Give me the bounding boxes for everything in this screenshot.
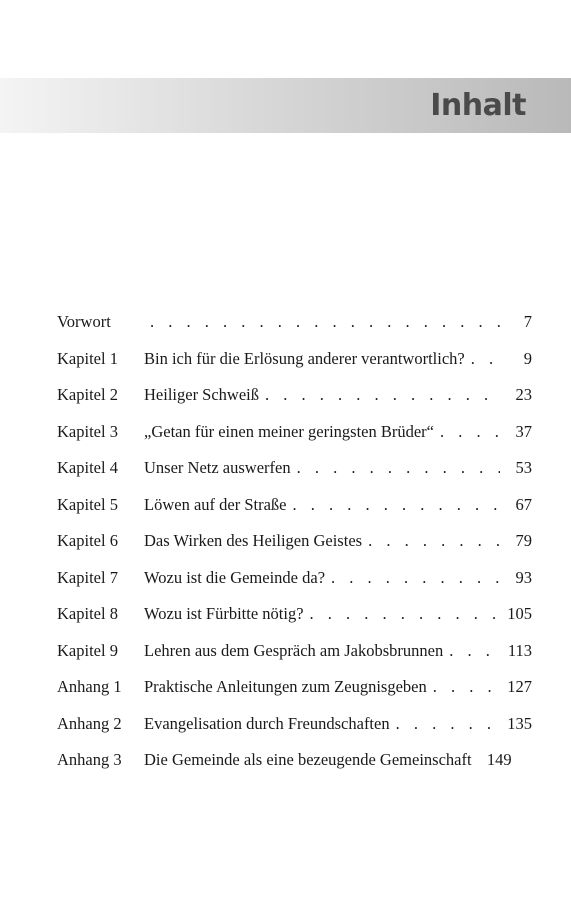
toc-label: Kapitel 9 bbox=[57, 640, 118, 660]
toc-label: Kapitel 5 bbox=[57, 494, 118, 514]
toc-label: Kapitel 2 bbox=[57, 385, 118, 404]
toc-label: Anhang 1 bbox=[57, 677, 122, 696]
dot-leader bbox=[292, 492, 500, 518]
toc-page-number: 67 bbox=[515, 494, 532, 514]
toc-label: Kapitel 4 bbox=[57, 458, 118, 477]
toc-row-kapitel-7 bbox=[57, 565, 532, 602]
dot-leader bbox=[265, 382, 500, 408]
toc-title: Praktische Anleitungen zum Zeugnisgeben bbox=[144, 677, 427, 696]
dot-leader bbox=[396, 711, 500, 737]
dot-leader bbox=[471, 346, 500, 372]
toc-title: Lehren aus dem Gespräch am Jakobsbrunnen bbox=[144, 640, 444, 660]
toc-page-number: 7 bbox=[523, 312, 532, 331]
toc-page-number: 9 bbox=[523, 348, 532, 368]
toc-row-kapitel-4 bbox=[57, 455, 532, 492]
toc-page-number: 53 bbox=[515, 458, 532, 477]
toc-page-number: 37 bbox=[515, 421, 532, 441]
toc-title: Heiliger Schweiß bbox=[144, 385, 260, 404]
toc-row-anhang-2 bbox=[57, 711, 532, 748]
toc-title: „Getan für einen meiner geringsten Brüder“ bbox=[144, 421, 434, 441]
toc-row-kapitel-8 bbox=[57, 601, 532, 638]
toc-row-kapitel-9 bbox=[57, 638, 532, 675]
toc-page-number: 79 bbox=[515, 531, 532, 550]
page-title: Inhalt bbox=[430, 88, 526, 123]
toc-label: Anhang 2 bbox=[57, 713, 122, 733]
toc-label: Kapitel 7 bbox=[57, 567, 118, 587]
toc-title: Evangelisation durch Freundschaften bbox=[144, 713, 390, 733]
header-band bbox=[0, 78, 571, 133]
toc-title: Bin ich für die Erlösung anderer verantwortlich? bbox=[144, 348, 465, 368]
dot-leader bbox=[433, 674, 500, 700]
toc-page-number: 105 bbox=[507, 604, 532, 623]
toc-page-number: 113 bbox=[507, 640, 532, 660]
toc-title: Unser Netz auswerfen bbox=[144, 458, 291, 477]
toc-page-number: 127 bbox=[507, 677, 532, 696]
dot-leader bbox=[368, 528, 500, 554]
toc-title: Wozu ist die Gemeinde da? bbox=[144, 567, 326, 587]
table-of-contents bbox=[57, 309, 532, 784]
toc-label: Vorwort bbox=[57, 312, 111, 331]
dot-leader bbox=[310, 601, 500, 627]
toc-row-kapitel-3 bbox=[57, 419, 532, 456]
toc-row-kapitel-1 bbox=[57, 346, 532, 383]
dot-leader bbox=[449, 638, 500, 664]
toc-page-number: 93 bbox=[515, 567, 532, 587]
toc-page-number: 23 bbox=[515, 385, 532, 404]
dot-leader bbox=[150, 309, 500, 335]
toc-title: Löwen auf der Straße bbox=[144, 494, 287, 514]
dot-leader bbox=[297, 455, 500, 481]
toc-page-number: 135 bbox=[507, 713, 532, 733]
toc-label: Kapitel 8 bbox=[57, 604, 118, 623]
dot-leader bbox=[440, 419, 500, 445]
toc-row-anhang-1 bbox=[57, 674, 532, 711]
toc-label: Anhang 3 bbox=[57, 750, 122, 769]
toc-label: Kapitel 3 bbox=[57, 421, 118, 441]
toc-title: Wozu ist Fürbitte nötig? bbox=[144, 604, 304, 623]
toc-label: Kapitel 1 bbox=[57, 348, 118, 368]
toc-row-vorwort bbox=[57, 309, 532, 346]
toc-row-kapitel-6 bbox=[57, 528, 532, 565]
toc-row-anhang-3 bbox=[57, 747, 532, 784]
toc-label: Kapitel 6 bbox=[57, 531, 118, 550]
toc-page-number: 149 bbox=[486, 750, 512, 769]
toc-row-kapitel-5 bbox=[57, 492, 532, 529]
toc-title: Die Gemeinde als eine bezeugende Gemeinschaft bbox=[144, 750, 472, 769]
toc-title: Das Wirken des Heiligen Geistes bbox=[144, 531, 363, 550]
dot-leader bbox=[331, 565, 500, 591]
toc-row-kapitel-2 bbox=[57, 382, 532, 419]
